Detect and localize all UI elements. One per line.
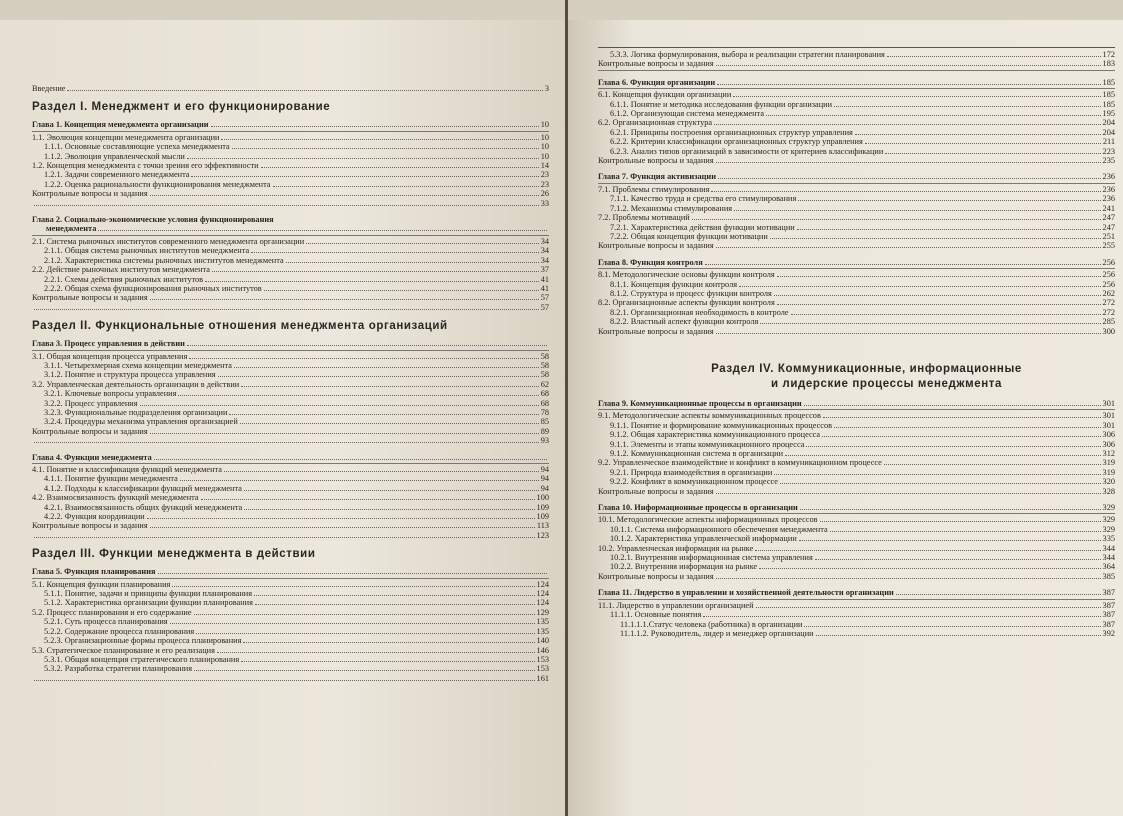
dot-leader bbox=[255, 598, 535, 605]
toc-chapter[interactable]: Глава 8. Функция контроля 256 bbox=[598, 257, 1115, 267]
toc-chapter[interactable]: Глава 4. Функции менеджмента bbox=[32, 453, 549, 462]
toc-list bbox=[598, 50, 1115, 69]
toc-entry[interactable]: 4.2. Взаимосвязанность функций менеджмента 100 bbox=[32, 493, 549, 503]
dot-leader bbox=[804, 399, 1101, 406]
toc-entry[interactable]: 4.1.1. Понятие функции менеджмента 94 bbox=[44, 474, 549, 484]
toc-entry[interactable]: 4.2.1. Взаимосвязанность общих функций менеджмента 109 bbox=[44, 502, 549, 512]
toc-entry[interactable]: 57 bbox=[32, 303, 549, 312]
toc-entry[interactable]: Контрольные вопросы и задания 113 bbox=[32, 521, 549, 531]
toc-entry[interactable]: 2.1.1. Общая система рыночных институтов менеджмента 34 bbox=[44, 246, 549, 256]
toc-entry[interactable]: 8.1.1. Концепция функции контроля 256 bbox=[610, 279, 1115, 289]
toc-entry[interactable]: 7.1.1. Качество труда и средства его стимулирования 236 bbox=[610, 194, 1115, 204]
toc-entry[interactable]: 8.2. Организационные аспекты функции контроля 272 bbox=[598, 298, 1115, 308]
dot-leader bbox=[756, 601, 1101, 608]
toc-list bbox=[598, 515, 1115, 581]
dot-leader bbox=[791, 308, 1101, 315]
toc-entry[interactable]: Контрольные вопросы и задания 328 bbox=[598, 486, 1115, 496]
toc-entry[interactable]: 9.1.2. Общая характеристика коммуникационного процесса 306 bbox=[610, 430, 1115, 440]
dot-leader bbox=[229, 408, 538, 415]
toc-chapter[interactable]: Глава 10. Информационные процессы в организации 329 bbox=[598, 503, 1115, 513]
right-page bbox=[568, 0, 1123, 816]
toc-entry[interactable]: 9.2. Управленческое взаимодействие и конфликт в коммуникационном процессе 319 bbox=[598, 458, 1115, 468]
toc-entry[interactable]: 7.2.2. Общая концепция функции мотивации 251 bbox=[610, 231, 1115, 241]
toc-entry[interactable]: 9.1. Методологические аспекты коммуникационных процессов 301 bbox=[598, 411, 1115, 421]
dot-leader bbox=[830, 525, 1101, 532]
dot-leader bbox=[201, 493, 535, 500]
dot-leader bbox=[34, 674, 535, 681]
toc-entry[interactable]: 2.2.2. Общая схема функционирования рыночных институтов 41 bbox=[44, 283, 549, 293]
dot-leader bbox=[716, 487, 1101, 494]
dot-leader bbox=[797, 223, 1101, 230]
toc-list bbox=[598, 270, 1115, 336]
dot-leader bbox=[264, 284, 539, 291]
left-page-header-strip bbox=[0, 0, 565, 20]
dot-leader bbox=[739, 280, 1101, 287]
toc-entry[interactable]: 161 bbox=[32, 674, 549, 683]
dot-leader bbox=[834, 100, 1101, 107]
section-title: Раздел III. Функции менеджмента в действии bbox=[32, 548, 316, 561]
dot-leader bbox=[224, 465, 539, 472]
dot-leader bbox=[820, 515, 1101, 522]
toc-entry[interactable]: 4.1. Понятие и классификация функций менеджмента 94 bbox=[32, 465, 549, 474]
toc-entry[interactable]: 1.2.2. Оценка рациональности функционирования менеджмента 23 bbox=[44, 179, 549, 189]
dot-leader bbox=[777, 298, 1101, 305]
dot-leader bbox=[823, 411, 1101, 418]
dot-leader bbox=[716, 327, 1101, 334]
section-title: Раздел IV. Коммуникационные, информационные и лидерские процессы менеджмента bbox=[711, 362, 1022, 390]
toc-entry[interactable]: 5.1. Концепция функции планирования 124 bbox=[32, 579, 549, 589]
toc-entry[interactable]: 6.1.2. Организующая система менеджмента 195 bbox=[610, 109, 1115, 119]
toc-entry[interactable]: 2.2. Действие рыночных институтов менеджмента 37 bbox=[32, 265, 549, 275]
toc-entry[interactable]: 9.1.2. Коммуникационная система в организации 312 bbox=[610, 449, 1115, 458]
section-title: Раздел II. Функциональные отношения менеджмента организаций bbox=[32, 320, 448, 333]
dot-leader bbox=[774, 468, 1100, 475]
toc-entry[interactable]: 8.2.2. Властный аспект функции контроля 285 bbox=[610, 317, 1115, 327]
dot-leader bbox=[692, 213, 1101, 220]
toc-list bbox=[32, 465, 549, 540]
toc-entry[interactable]: 10.2.2. Внутренняя информация на рынке 364 bbox=[610, 562, 1115, 572]
toc-chapter[interactable]: Глава 5. Функция планирования bbox=[32, 567, 549, 576]
toc-entry[interactable]: Контрольные вопросы и задания 300 bbox=[598, 326, 1115, 336]
dot-leader bbox=[34, 436, 539, 443]
toc-entry[interactable]: Контрольные вопросы и задания 385 bbox=[598, 571, 1115, 581]
dot-leader bbox=[865, 137, 1101, 144]
dot-leader bbox=[178, 389, 538, 396]
dot-leader bbox=[717, 78, 1100, 85]
dot-leader bbox=[217, 646, 535, 653]
toc-entry[interactable]: 3.1.1. Четырехмерная схема концепции менеджмента 58 bbox=[44, 360, 549, 370]
dot-leader bbox=[243, 636, 534, 643]
dot-leader bbox=[714, 118, 1100, 125]
dot-leader bbox=[187, 152, 539, 159]
dot-leader bbox=[887, 50, 1101, 57]
toc-entry[interactable]: 1.1.2. Эволюция управленческой мысли 10 bbox=[44, 151, 549, 161]
dot-leader bbox=[273, 180, 539, 187]
dot-leader bbox=[806, 440, 1100, 447]
dot-leader bbox=[196, 627, 534, 634]
toc-list bbox=[32, 352, 549, 446]
divider bbox=[32, 578, 549, 579]
toc-entry[interactable]: 7.2. Проблемы мотиваций 247 bbox=[598, 213, 1115, 223]
toc-entry[interactable]: 1.1.1. Основные составляющие успеха менеджмента 10 bbox=[44, 142, 549, 152]
toc-entry[interactable]: 3.2.1. Ключевые вопросы управления 68 bbox=[44, 389, 549, 399]
dot-leader bbox=[816, 629, 1101, 636]
dot-leader bbox=[34, 199, 539, 206]
toc-entry[interactable]: 5.2.1. Суть процесса планирования 135 bbox=[44, 617, 549, 627]
toc-entry[interactable]: 123 bbox=[32, 531, 549, 540]
toc-entry[interactable]: 3.1.2. Понятие и структура процесса управления 58 bbox=[44, 370, 549, 380]
toc-entry[interactable]: 5.1.2. Характеристика организации функции планирования 124 bbox=[44, 598, 549, 608]
divider bbox=[32, 350, 549, 351]
dot-leader bbox=[172, 580, 534, 587]
toc-entry[interactable]: 9.1.1. Элементы и этапы коммуникационного процесса 306 bbox=[610, 439, 1115, 449]
divider bbox=[32, 131, 549, 132]
dot-leader bbox=[759, 562, 1100, 569]
toc-entry[interactable]: 8.1. Методологические основы функции контроля 256 bbox=[598, 270, 1115, 280]
dot-leader bbox=[150, 427, 539, 434]
dot-leader bbox=[234, 361, 539, 368]
toc-entry[interactable]: 11.1.1. Основные понятия 387 bbox=[610, 610, 1115, 620]
toc-entry[interactable]: Контрольные вопросы и задания 57 bbox=[32, 293, 549, 303]
toc-entry[interactable]: 93 bbox=[32, 436, 549, 445]
toc-entry[interactable]: 10.2.1. Внутренняя информационная система управления 344 bbox=[610, 553, 1115, 563]
toc-entry[interactable]: 6.2.1. Принципы построения организационных структур управления 204 bbox=[610, 127, 1115, 137]
dot-leader bbox=[189, 352, 538, 359]
dot-leader bbox=[896, 588, 1101, 595]
toc-entry[interactable]: 8.2.1. Организационная необходимость в контроле 272 bbox=[610, 307, 1115, 317]
toc-chapter[interactable]: Глава 7. Функция активизации 236 bbox=[598, 172, 1115, 182]
dot-leader bbox=[855, 128, 1101, 135]
dot-leader bbox=[251, 246, 539, 253]
toc-entry[interactable]: 9.2.1. Природа взаимодействия в организации 319 bbox=[610, 467, 1115, 477]
dot-leader bbox=[150, 293, 539, 300]
divider bbox=[598, 183, 1115, 184]
toc-entry[interactable]: 6.2.3. Анализ типов организаций в зависимости от критериев классификации 223 bbox=[610, 146, 1115, 156]
toc-list bbox=[32, 237, 549, 312]
toc-entry[interactable]: 4.1.2. Подходы к классификации функций менеджмента 94 bbox=[44, 483, 549, 493]
toc-entry[interactable]: 3.1. Общая концепция процесса управления 58 bbox=[32, 351, 549, 361]
toc-entry[interactable]: 6.1.1. Понятие и методика исследования функции организации 185 bbox=[610, 99, 1115, 109]
divider bbox=[32, 463, 549, 464]
dot-leader bbox=[147, 512, 535, 519]
dot-leader bbox=[194, 608, 535, 615]
toc-entry[interactable]: 5.2.2. Содержание процесса планирования 135 bbox=[44, 626, 549, 636]
divider bbox=[32, 235, 549, 236]
dot-leader bbox=[800, 503, 1101, 510]
toc-entry[interactable]: Контрольные вопросы и задания 89 bbox=[32, 426, 549, 436]
toc-entry[interactable]: 6.2.2. Критерии классификации организационных структур управления 211 bbox=[610, 137, 1115, 147]
divider bbox=[598, 88, 1115, 89]
toc-entry[interactable]: 7.1. Проблемы стимулирования 236 bbox=[598, 184, 1115, 194]
toc-entry[interactable]: 5.3.2. Разработка стратегии планирования 153 bbox=[44, 664, 549, 674]
dot-leader bbox=[191, 170, 538, 177]
toc-entry[interactable]: 11.1.1.1.Статус человека (работника) в организации 387 bbox=[620, 619, 1115, 629]
dot-leader bbox=[705, 258, 1101, 265]
toc-list bbox=[598, 411, 1115, 496]
toc-entry[interactable]: 5.1.1. Понятие, задачи и принципы функции планирования 124 bbox=[44, 589, 549, 599]
dot-leader bbox=[785, 449, 1100, 456]
dot-leader bbox=[244, 503, 534, 510]
dot-leader bbox=[716, 572, 1101, 579]
dot-leader bbox=[187, 339, 547, 346]
section-title: Раздел I. Менеджмент и его функционирование bbox=[32, 101, 331, 114]
dot-leader bbox=[777, 270, 1101, 277]
toc-list bbox=[598, 90, 1115, 165]
toc-entry[interactable]: 10.1.2. Характеристика управленческой информации 335 bbox=[610, 534, 1115, 544]
dot-leader bbox=[150, 521, 535, 528]
dot-leader bbox=[716, 241, 1101, 248]
toc-entry[interactable]: 5.3.3. Логика формулирования, выбора и реализации стратегии планирования 172 bbox=[610, 50, 1115, 59]
toc-entry[interactable]: 1.2. Концепция менеджмента с точки зрения его эффективности 14 bbox=[32, 161, 549, 171]
dot-leader bbox=[733, 90, 1100, 97]
toc-list bbox=[598, 601, 1115, 639]
dot-leader bbox=[205, 275, 539, 282]
toc-entry[interactable]: 3.2.4. Процедуры механизма управления организацией 85 bbox=[44, 417, 549, 427]
dot-leader bbox=[98, 224, 547, 231]
dot-leader bbox=[244, 484, 539, 491]
toc-entry[interactable]: 10.1. Методологические аспекты информационных процессов 329 bbox=[598, 515, 1115, 525]
dot-leader bbox=[711, 185, 1100, 192]
dot-leader bbox=[780, 477, 1101, 484]
dot-leader bbox=[822, 430, 1100, 437]
dot-leader bbox=[240, 417, 539, 424]
dot-leader bbox=[170, 617, 535, 624]
dot-leader bbox=[241, 655, 534, 662]
toc-entry[interactable]: 3.2. Управленческая деятельность организации в действии 62 bbox=[32, 379, 549, 389]
toc-list bbox=[32, 580, 549, 683]
dot-leader bbox=[261, 161, 539, 168]
dot-leader bbox=[232, 142, 539, 149]
toc-entry[interactable]: Контрольные вопросы и задания 26 bbox=[32, 189, 549, 199]
divider bbox=[598, 409, 1115, 410]
dot-leader bbox=[766, 109, 1101, 116]
toc-entry[interactable]: 5.3.1. Общая концепция стратегического планирования 153 bbox=[44, 654, 549, 664]
toc-entry[interactable]: 5.2. Процесс планирования и его содержание 129 bbox=[32, 607, 549, 617]
dot-leader bbox=[150, 189, 539, 196]
divider bbox=[598, 599, 1115, 600]
dot-leader bbox=[815, 553, 1101, 560]
dot-leader bbox=[67, 84, 542, 91]
dot-leader bbox=[241, 380, 539, 387]
dot-leader bbox=[221, 133, 538, 140]
dot-leader bbox=[140, 399, 539, 406]
toc-entry[interactable]: 10.2. Управленческая информация на рынке 344 bbox=[598, 543, 1115, 553]
dot-leader bbox=[218, 370, 539, 377]
dot-leader bbox=[884, 458, 1101, 465]
toc-entry[interactable]: 7.2.1. Характеристика действия функции мотивации 247 bbox=[610, 222, 1115, 232]
toc-entry[interactable]: 4.2.2. Функция координации 109 bbox=[44, 512, 549, 522]
toc-entry[interactable]: Контрольные вопросы и задания 255 bbox=[598, 241, 1115, 251]
dot-leader bbox=[799, 534, 1101, 541]
toc-entry[interactable]: 11.1.1.2. Руководитель, лидер и менеджер организации 392 bbox=[620, 628, 1115, 638]
divider bbox=[598, 268, 1115, 269]
dot-leader bbox=[34, 531, 535, 538]
dot-leader bbox=[718, 172, 1101, 179]
toc-entry[interactable]: Контрольные вопросы и задания 235 bbox=[598, 156, 1115, 166]
dot-leader bbox=[760, 317, 1100, 324]
toc-chapter[interactable]: Глава 9. Коммуникационные процессы в организации 301 bbox=[598, 398, 1115, 408]
dot-leader bbox=[804, 620, 1100, 627]
dot-leader bbox=[158, 567, 548, 574]
toc-chapter[interactable]: Глава 11. Лидерство в управлении и хозяйственной деятельности организации 387 bbox=[598, 588, 1115, 598]
toc-list bbox=[32, 133, 549, 208]
dot-leader bbox=[770, 232, 1101, 239]
dot-leader bbox=[774, 289, 1101, 296]
toc-entry[interactable]: 11.1. Лидерство в управлении организацией 387 bbox=[598, 600, 1115, 610]
dot-leader bbox=[180, 474, 539, 481]
toc-chapter[interactable]: Глава 2. Социально-экономические условия функционирования менеджмента bbox=[32, 215, 549, 234]
toc-entry[interactable]: 5.3. Стратегическое планирование и его реализация 146 bbox=[32, 645, 549, 655]
toc-entry[interactable]: 10.1.1. Система информационного обеспечения менеджмента 329 bbox=[610, 524, 1115, 534]
toc-list bbox=[598, 185, 1115, 251]
toc-entry[interactable]: 3.2.2. Процесс управления 68 bbox=[44, 398, 549, 408]
dot-leader bbox=[254, 589, 535, 596]
dot-leader bbox=[716, 59, 1101, 66]
dot-leader bbox=[194, 664, 535, 671]
dot-leader bbox=[798, 194, 1100, 201]
toc-chapter[interactable]: Глава 3. Процесс управления в действии bbox=[32, 339, 549, 348]
toc-entry[interactable]: 3.2.3. Функциональные подразделения организации 78 bbox=[44, 407, 549, 417]
dot-leader bbox=[286, 256, 539, 263]
right-page-header-strip bbox=[568, 0, 1123, 20]
toc-entry[interactable]: Контрольные вопросы и задания 183 bbox=[598, 59, 1115, 69]
toc-entry-intro[interactable]: Введение 3 bbox=[32, 84, 549, 93]
divider bbox=[598, 513, 1115, 514]
toc-chapter[interactable]: Глава 1. Концепция менеджмента организации 10 bbox=[32, 120, 549, 130]
toc-entry[interactable]: 9.1.1. Понятие и формирование коммуникационных процессов 301 bbox=[610, 420, 1115, 430]
toc-entry[interactable]: 7.1.2. Механизмы стимулирования 241 bbox=[610, 203, 1115, 213]
dot-leader bbox=[755, 544, 1100, 551]
toc-entry[interactable]: 1.1. Эволюция концепции менеджмента организации 10 bbox=[32, 132, 549, 142]
dot-leader bbox=[703, 610, 1100, 617]
dot-leader bbox=[716, 156, 1101, 163]
toc-chapter[interactable]: Глава 6. Функция организации 185 bbox=[598, 77, 1115, 87]
toc-entry[interactable]: 9.2.2. Конфликт в коммуникационном процессе 320 bbox=[610, 477, 1115, 487]
toc-entry[interactable]: 33 bbox=[32, 199, 549, 208]
toc-entry[interactable]: 6.1. Концепция функции организации 185 bbox=[598, 90, 1115, 100]
toc-entry[interactable]: 8.1.2. Структура и процесс функции контроля 262 bbox=[610, 288, 1115, 298]
dot-leader bbox=[212, 265, 539, 272]
dot-leader bbox=[154, 453, 547, 460]
divider bbox=[598, 70, 1115, 71]
dot-leader bbox=[834, 421, 1100, 428]
dot-leader bbox=[885, 147, 1100, 154]
toc-entry[interactable]: 6.2. Организационная структура 204 bbox=[598, 118, 1115, 128]
toc-entry[interactable]: 1.2.1. Задачи современного менеджмента 23 bbox=[44, 170, 549, 180]
toc-entry[interactable]: 2.2.1. Схемы действия рыночных институтов 41 bbox=[44, 274, 549, 284]
toc-entry[interactable]: 2.1. Система рыночных институтов современного менеджмента организации 34 bbox=[32, 236, 549, 246]
dot-leader bbox=[734, 204, 1100, 211]
dot-leader bbox=[211, 120, 539, 127]
header-rule bbox=[598, 47, 1115, 48]
toc-entry[interactable]: 2.1.2. Характеристика системы рыночных институтов менеджмента 34 bbox=[44, 255, 549, 265]
dot-leader bbox=[306, 237, 539, 244]
dot-leader bbox=[34, 303, 539, 310]
toc-entry[interactable]: 5.2.3. Организационные формы процесса планирования 140 bbox=[44, 636, 549, 646]
